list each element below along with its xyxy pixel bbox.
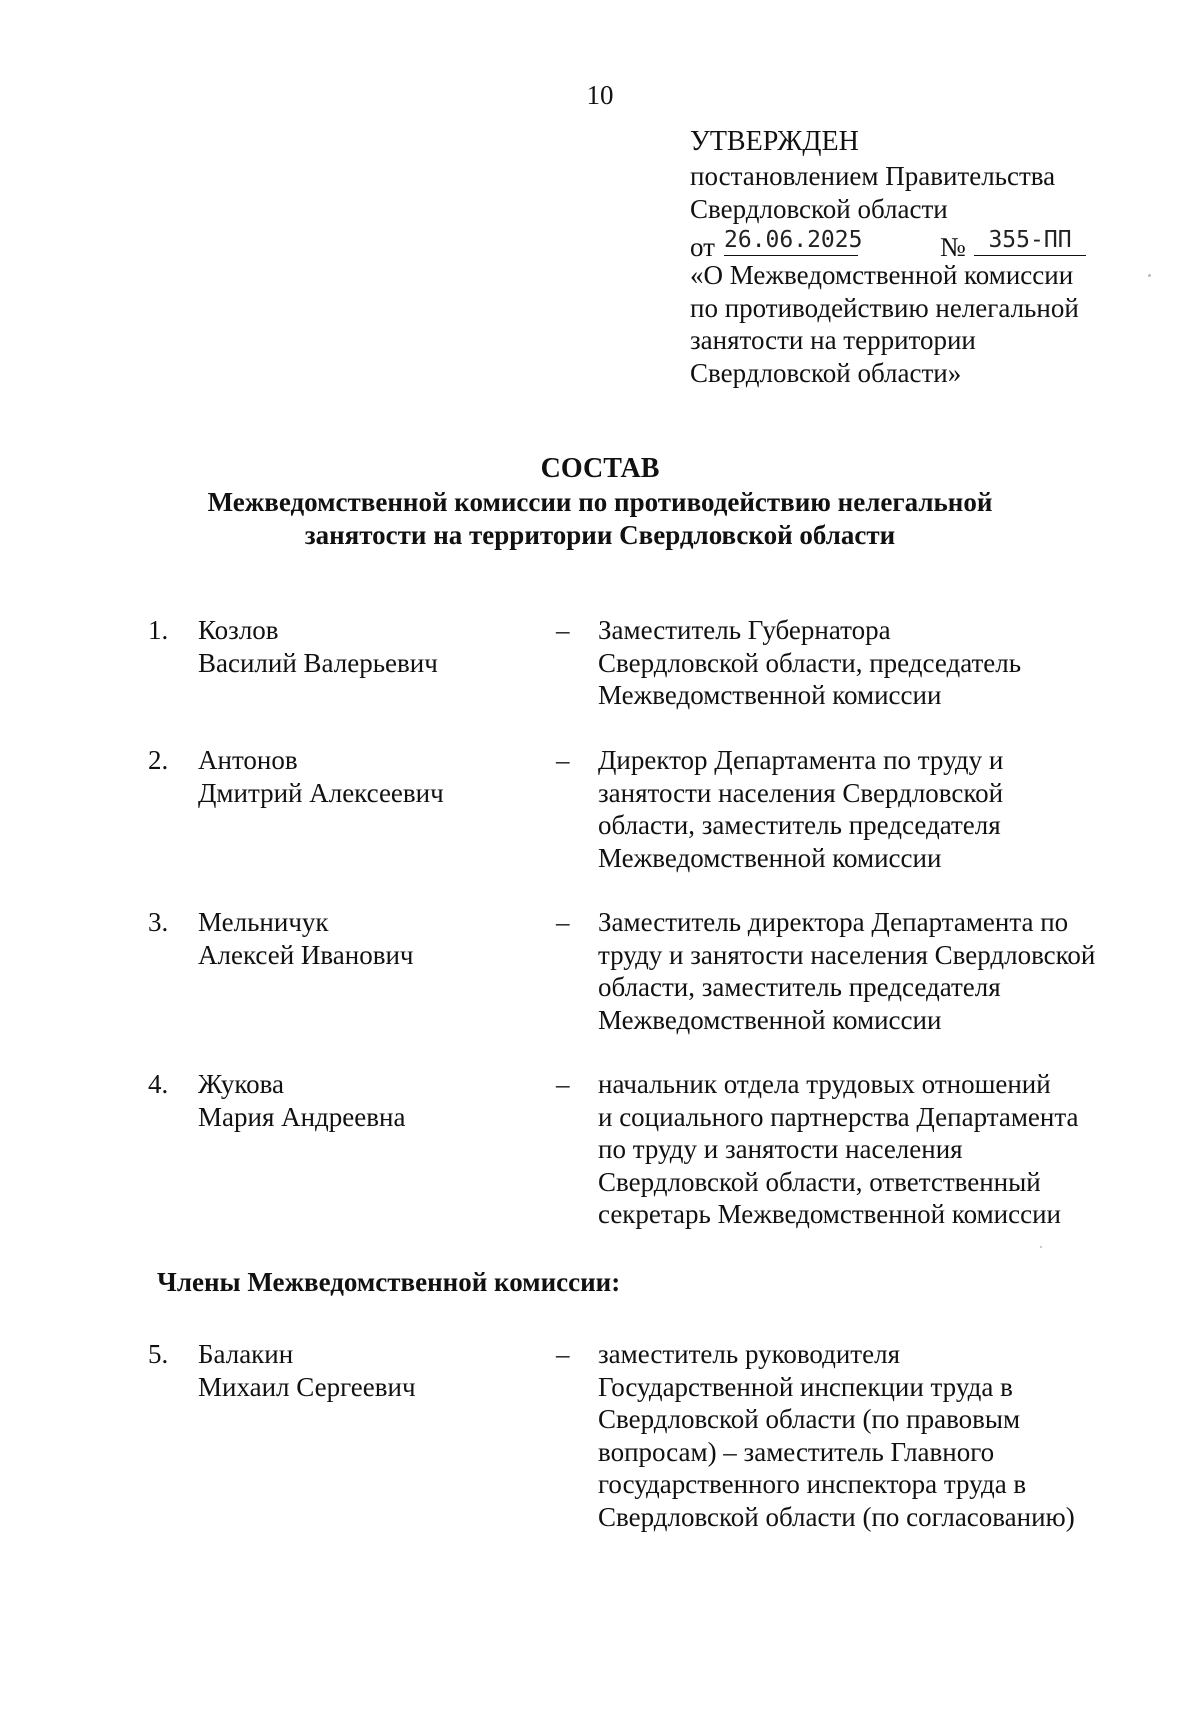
approval-line: Свердловской области (690, 193, 948, 224)
member-role-line: начальник отдела трудовых отношений (598, 1069, 1051, 1099)
member-role-line: Заместитель директора Департамента по (598, 907, 1069, 937)
member-role-line: Межведомственной комиссии (598, 680, 942, 710)
member-role-line: Заместитель Губернатора (598, 615, 891, 645)
member-name (198, 744, 444, 809)
member-given-names: Мария Андреевна (198, 1101, 406, 1132)
member-number: 5. (148, 1339, 169, 1369)
member-given-names: Алексей Иванович (198, 939, 414, 970)
member-role-line: Государственной инспекции труда в (598, 1371, 1013, 1402)
member-surname: Мельничук (198, 907, 329, 937)
member-name (198, 906, 414, 971)
member-surname: Балакин (198, 1339, 294, 1369)
member-given-names: Михаил Сергеевич (198, 1371, 416, 1402)
member-name (198, 614, 438, 679)
document-subtitle-line: занятости на территории Свердловской области (304, 520, 896, 550)
member-dash: – (556, 615, 570, 645)
member-role (598, 1068, 1128, 1231)
member-dash: – (556, 1069, 570, 1099)
member-number: 4. (148, 1069, 169, 1099)
member-role-line: Свердловской области, ответственный (598, 1166, 1041, 1197)
member-surname: Козлов (198, 615, 279, 645)
number-label: № (940, 232, 966, 262)
document-subtitle-line: Межведомственной комиссии по противодействию нелегальной (207, 487, 993, 517)
member-role-line: Директор Департамента по труду и (598, 745, 1004, 775)
member-role (598, 906, 1128, 1036)
member-role-line: заместитель руководителя (598, 1339, 900, 1369)
decree-title-line: занятости на территории (690, 325, 976, 355)
scan-speck (1040, 1246, 1042, 1248)
page-number: 10 (586, 80, 614, 110)
member-role (598, 744, 1128, 874)
decree-title-line: Свердловской области» (690, 357, 962, 388)
member-given-names: Василий Валерьевич (198, 647, 438, 678)
decree-date-number-line (690, 225, 1110, 262)
decree-date: 26.06.2025 (724, 225, 858, 256)
member-role-line: Свердловской области, председатель (598, 647, 1022, 678)
approval-line: постановлением Правительства (690, 161, 1056, 191)
member-surname: Антонов (198, 745, 298, 775)
approved-stamp-word: УТВЕРЖДЕН (690, 126, 859, 157)
member-role-line: области, заместитель председателя (598, 972, 1001, 1002)
member-role-line: Межведомственной комиссии (598, 842, 942, 873)
date-label: от (690, 232, 715, 262)
member-role-line: и социального партнерства Департамента (598, 1101, 1079, 1132)
member-dash: – (556, 745, 570, 775)
member-number: 2. (148, 745, 169, 775)
members-section-heading: Члены Межведомственной комиссии: (157, 1267, 621, 1297)
member-role-line: вопросам) – заместитель Главного (598, 1436, 995, 1467)
member-role-line: области, заместитель председателя (598, 810, 1001, 840)
document-heading (0, 452, 1200, 552)
member-name (198, 1338, 416, 1403)
member-role-line: занятости населения Свердловской (598, 777, 1004, 808)
decree-title-line: «О Межведомственной комиссии (690, 260, 1074, 290)
scan-speck (1148, 274, 1151, 277)
member-dash: – (556, 907, 570, 937)
member-surname: Жукова (198, 1069, 284, 1099)
decree-title-line: по противодействию нелегальной (690, 292, 1079, 323)
decree-number: 355-ПП (974, 225, 1086, 256)
member-role-line: труду и занятости населения Свердловской (598, 939, 1096, 970)
member-given-names: Дмитрий Алексеевич (198, 777, 444, 808)
document-title: СОСТАВ (540, 453, 660, 484)
approval-block (690, 124, 1110, 389)
member-role-line: по труду и занятости населения (598, 1134, 963, 1164)
member-role-line: государственного инспектора труда в (598, 1469, 1027, 1499)
member-dash: – (556, 1339, 570, 1369)
member-number: 3. (148, 907, 169, 937)
member-number: 1. (148, 615, 169, 645)
member-role (598, 1338, 1128, 1533)
member-role (598, 614, 1128, 712)
member-role-line: Свердловской области (по согласованию) (598, 1501, 1075, 1532)
member-role-line: Межведомственной комиссии (598, 1004, 942, 1035)
member-name (198, 1068, 405, 1133)
member-role-line: секретарь Межведомственной комиссии (598, 1199, 1061, 1229)
member-role-line: Свердловской области (по правовым (598, 1404, 1021, 1434)
